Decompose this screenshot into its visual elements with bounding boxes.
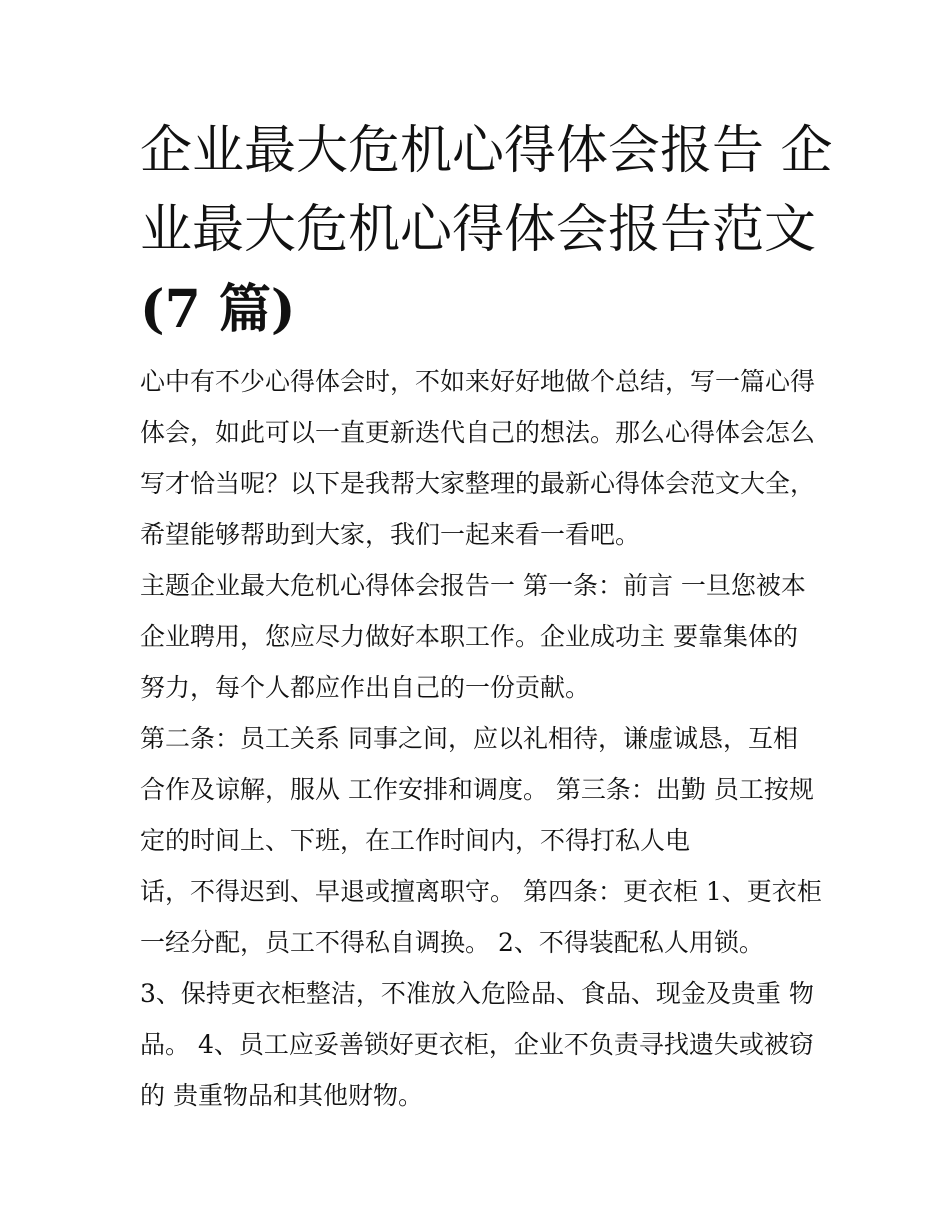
text-line: 的 贵重物品和其他财物。: [140, 1081, 423, 1110]
text-line: 一经分配，员工不得私自调换。 2、不得装配私人用锁。: [140, 928, 764, 957]
paragraph-article-1: [140, 560, 830, 713]
text-line: 心中有不少心得体会时，不如来好好地做个总结，写一篇心得: [140, 367, 816, 396]
text-line: 定的时间上、下班，在工作时间内，不得打私人电: [140, 826, 691, 855]
text-line: 第二条：员工关系 同事之间，应以礼相待，谦虚诚恳，互相: [140, 724, 798, 753]
text-line: 品。 4、员工应妥善锁好更衣柜，企业不负责寻找遗失或被窃: [140, 1030, 814, 1059]
text-line: 合作及谅解，服从 工作安排和调度。 第三条：出勤 员工按规: [140, 775, 814, 804]
text-line: 主题企业最大危机心得体会报告一 第一条：前言 一旦您被本: [140, 571, 806, 600]
text-line: 努力，每个人都应作出自己的一份贡献。: [140, 673, 591, 702]
text-line: 体会，如此可以一直更新迭代自己的想法。那么心得体会怎么: [140, 418, 816, 447]
paragraph-locker-rules: [140, 968, 830, 1121]
paragraph-articles-2-4: [140, 713, 830, 968]
text-line: 希望能够帮助到大家，我们一起来看一看吧。: [140, 520, 641, 549]
text-line: 企业聘用，您应尽力做好本职工作。企业成功主 要靠集体的: [140, 622, 798, 651]
document-body: [140, 356, 830, 1121]
title-line: 企业最大危机心得体会报告 企: [140, 121, 833, 181]
paragraph-intro: [140, 356, 830, 560]
text-line: 写才恰当呢？以下是我帮大家整理的最新心得体会范文大全，: [140, 469, 816, 498]
text-line: 话，不得迟到、早退或擅离职守。 第四条：更衣柜 1、更衣柜: [140, 877, 822, 906]
title-line: 业最大危机心得体会报告范文: [140, 200, 817, 260]
title-line: (7 篇): [140, 279, 296, 340]
text-line: 3、保持更衣柜整洁，不准放入危险品、食品、现金及贵重 物: [140, 979, 814, 1008]
document-title: [140, 112, 833, 349]
